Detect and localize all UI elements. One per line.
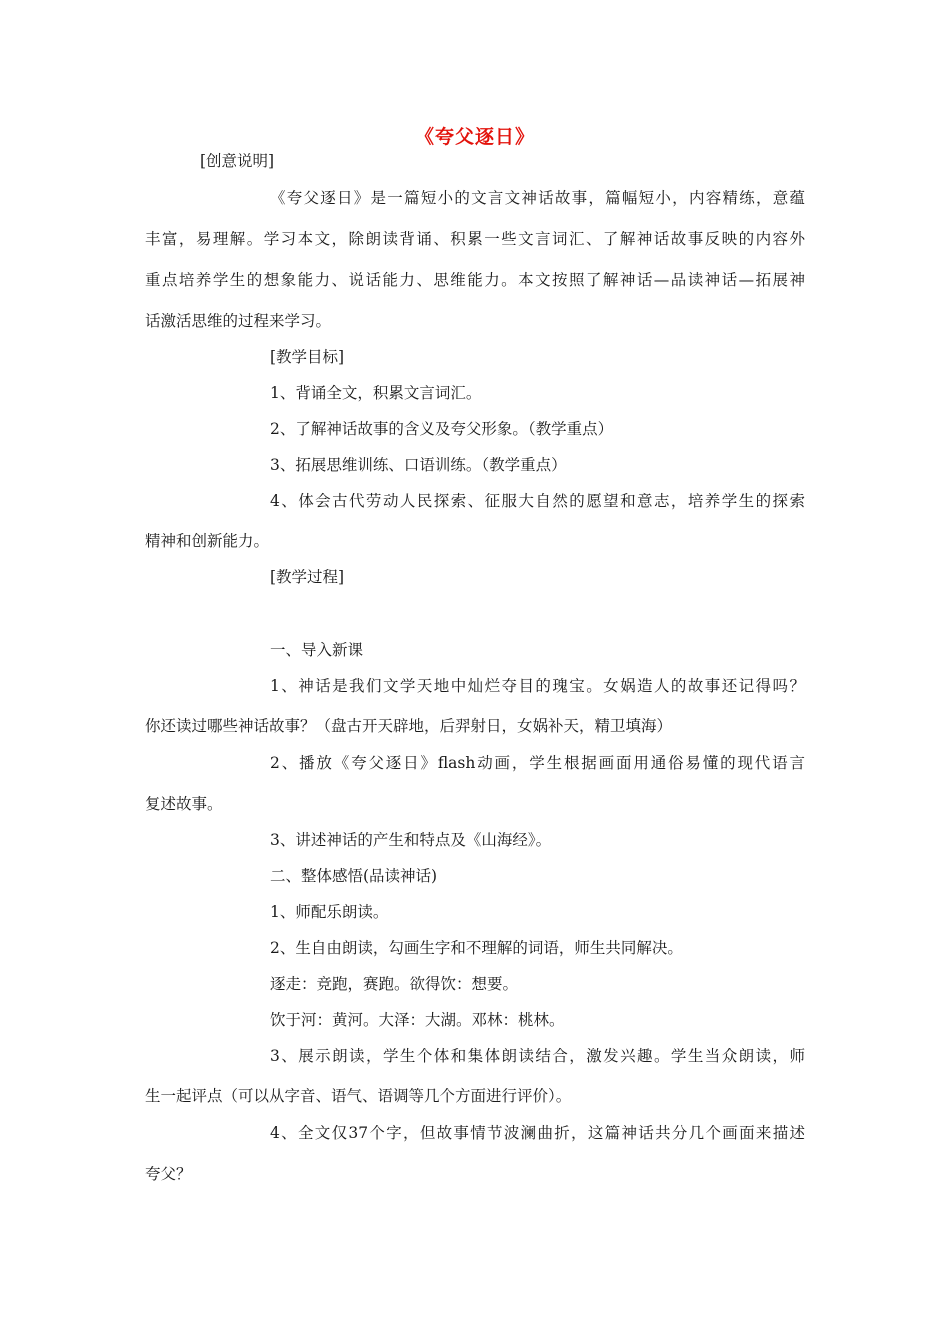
goal-item: 2、了解神话故事的含义及夸父形象。（教学重点） [270, 420, 614, 438]
process-heading: 一、导入新课 [270, 641, 364, 659]
document-title: 《夸父逐日》 [414, 126, 535, 148]
goals-section-label: [教学目标] [270, 348, 345, 366]
goal-item: 4、体会古代劳动人民探索、征服大自然的愿望和意志，培养学生的探索 [270, 492, 805, 510]
process-item-continuation: 复述故事。 [145, 795, 223, 813]
process-item: 2、生自由朗读，勾画生字和不理解的词语，师生共同解决。 [270, 939, 683, 957]
process-item-continuation: 生一起评点（可以从字音、语气、语调等几个方面进行评价）。 [145, 1087, 572, 1105]
process-section-label: [教学过程] [270, 568, 345, 586]
creative-section-label: [创意说明] [200, 152, 275, 170]
process-heading: 二、整体感悟(品读神话) [270, 867, 438, 885]
goal-item: 1、背诵全文，积累文言词汇。 [270, 384, 482, 402]
process-item-continuation: 你还读过哪些神话故事？（盘古开天辟地，后羿射日，女娲补天，精卫填海） [145, 717, 673, 735]
process-item: 4、全文仅37个字，但故事情节波澜曲折，这篇神话共分几个画面来描述 [270, 1124, 805, 1142]
gloss-line: 逐走：竞跑，赛跑。欲得饮：想要。 [270, 975, 519, 993]
goal-item-continuation: 精神和创新能力。 [145, 532, 270, 550]
creative-paragraph-line: 《夸父逐日》是一篇短小的文言文神话故事，篇幅短小，内容精练，意蕴 [270, 189, 805, 207]
goal-item: 3、拓展思维训练、口语训练。（教学重点） [270, 456, 567, 474]
gloss-line: 饮于河：黄河。大泽：大湖。邓林：桃林。 [270, 1011, 565, 1029]
creative-paragraph-line: 丰富，易理解。学习本文，除朗读背诵、积累一些文言词汇、了解神话故事反映的内容外 [145, 230, 805, 248]
process-item: 1、师配乐朗读。 [270, 903, 389, 921]
process-item: 3、展示朗读，学生个体和集体朗读结合，激发兴趣。学生当众朗读，师 [270, 1047, 805, 1065]
process-item-continuation: 夸父？ [145, 1165, 192, 1183]
creative-paragraph-line: 重点培养学生的想象能力、说话能力、思维能力。本文按照了解神话—品读神话—拓展神 [145, 271, 805, 289]
creative-paragraph-line: 话激活思维的过程来学习。 [145, 312, 332, 330]
process-item: 1、神话是我们文学天地中灿烂夺目的瑰宝。女娲造人的故事还记得吗？ [270, 677, 805, 695]
process-item: 2、播放《夸父逐日》flash动画，学生根据画面用通俗易懂的现代语言 [270, 754, 805, 772]
process-item: 3、讲述神话的产生和特点及《山海经》。 [270, 831, 552, 849]
